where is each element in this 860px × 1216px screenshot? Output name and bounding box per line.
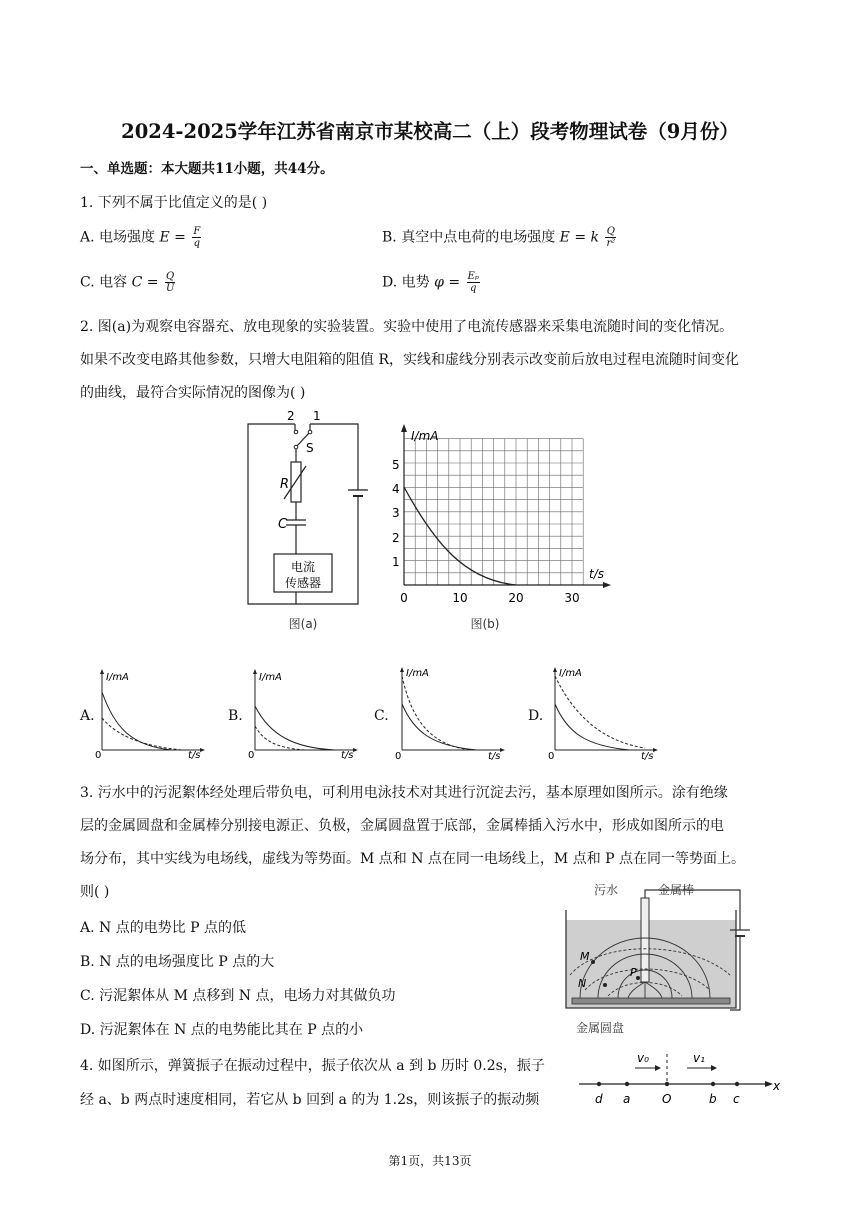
label-n: N xyxy=(578,977,587,990)
q3-line-4: 则( ) xyxy=(80,884,110,900)
label-x: x xyxy=(773,1079,781,1093)
label-d: d xyxy=(595,1092,603,1106)
label-o: O xyxy=(662,1092,672,1106)
q1-option-d-fraction: $\frac{\text{Eₚ}}{q}$ xyxy=(467,271,479,294)
x-tick-30: 30 xyxy=(564,591,580,605)
q1-option-a-fraction: $\frac{F}{q}$ xyxy=(193,226,201,249)
q1-option-b-fraction: $\frac{Q}{\text{r²}}$ xyxy=(606,226,616,249)
q3-line-1: 3. 污水中的污泥絮体经处理后带负电，可利用电泳技术对其进行沉淀去污，基本原理如图所示。涂有绝缘 xyxy=(80,785,728,801)
discharge-graph xyxy=(375,422,620,640)
opt-c-ylabel: I/mA xyxy=(406,668,429,679)
q4-line-1: 4. 如图所示，弹簧振子在振动过程中，振子依次从 a 到 b 历时 0.2s，振子 xyxy=(80,1058,545,1074)
label-v1: v₁ xyxy=(693,1051,705,1065)
opt-b-xlabel: t/s xyxy=(341,750,354,761)
q1-option-b-text: B. 真空中点电荷的电场强度 xyxy=(382,229,556,246)
opt-d-ylabel: I/mA xyxy=(559,668,582,679)
label-water: 污水 xyxy=(594,883,619,897)
q2-option-d-graph[interactable] xyxy=(545,662,665,762)
label-m: M xyxy=(580,950,590,963)
y-tick-2: 2 xyxy=(392,531,400,545)
q1-option-c-fraction: $\frac{Q}{U}$ xyxy=(165,271,175,294)
opt-b-origin: 0 xyxy=(248,750,255,761)
sensor-label-1: 电流 xyxy=(290,560,316,574)
q2-option-c-graph[interactable] xyxy=(392,662,512,762)
label-a: a xyxy=(623,1092,631,1106)
y-tick-3: 3 xyxy=(392,506,400,520)
q3-option-c[interactable]: C. 污泥絮体从 M 点移到 N 点，电场力对其做负功 xyxy=(80,988,396,1004)
q1-option-a-text: A. 电场强度 xyxy=(80,229,156,246)
q1-option-d-lhs: φ = xyxy=(434,274,461,291)
label-b: b xyxy=(709,1092,717,1106)
q2-option-c-label[interactable]: C. xyxy=(374,708,389,724)
electrophoresis-figure xyxy=(560,880,760,1050)
graph-xlabel: t/s xyxy=(589,567,604,581)
q2-line-2: 如果不改变电路其他参数，只增大电阻箱的阻值 R，实线和虚线分别表示改变前后放电过程电流随时间变化 xyxy=(80,352,739,368)
q2-line-3: 的曲线，最符合实际情况的图像为( ) xyxy=(80,385,306,401)
label-c: c xyxy=(733,1092,740,1106)
q2-option-b-label[interactable]: B. xyxy=(228,708,243,724)
opt-a-ylabel: I/mA xyxy=(106,672,129,683)
opt-c-xlabel: t/s xyxy=(488,751,501,762)
y-tick-4: 4 xyxy=(392,482,400,496)
q1-option-b[interactable] xyxy=(382,226,618,249)
resistor-label: R xyxy=(280,477,290,492)
opt-d-origin: 0 xyxy=(548,751,555,762)
page-title: 2024-2025学年江苏省南京市某校高二（上）段考物理试卷（9月份） xyxy=(121,120,739,143)
label-disk: 金属圆盘 xyxy=(576,1021,625,1035)
q2-option-a-label[interactable]: A. xyxy=(80,708,95,724)
q1-option-c-text: C. 电容 xyxy=(80,274,128,291)
y-tick-1: 1 xyxy=(392,555,400,569)
q2-option-d-label[interactable]: D. xyxy=(528,708,544,724)
q3-option-b[interactable]: B. N 点的电场强度比 P 点的大 xyxy=(80,954,275,970)
opt-a-origin: 0 xyxy=(95,750,102,761)
q1-option-b-lhs: E = k xyxy=(559,229,599,246)
q2-line-1: 2. 图(a)为观察电容器充、放电现象的实验装置。实验中使用了电流传感器来采集电流随时间的变化情况。 xyxy=(80,319,734,335)
q1-stem: 1. 下列不属于比值定义的是( ) xyxy=(80,195,268,211)
x-tick-10: 10 xyxy=(452,591,468,605)
y-tick-5: 5 xyxy=(392,458,400,472)
x-tick-0: 0 xyxy=(400,591,408,605)
page-footer: 第1页，共13页 xyxy=(388,1154,472,1168)
switch-pos-1: 1 xyxy=(313,409,321,423)
q1-option-c[interactable] xyxy=(80,271,177,294)
spring-oscillator-figure xyxy=(575,1048,785,1110)
q1-option-d[interactable] xyxy=(382,271,482,294)
sensor-label-2: 传感器 xyxy=(284,576,322,590)
q3-option-d[interactable]: D. 污泥絮体在 N 点的电势能比其在 P 点的小 xyxy=(80,1022,364,1038)
label-p: P xyxy=(630,966,637,979)
opt-a-xlabel: t/s xyxy=(188,750,201,761)
label-v0: v₀ xyxy=(637,1051,649,1065)
q4-line-2: 经 a、b 两点时速度相同，若它从 b 回到 a 的为 1.2s，则该振子的振动频 xyxy=(80,1092,540,1108)
label-rod: 金属棒 xyxy=(658,883,695,897)
q3-line-2: 层的金属圆盘和金属棒分别接电源正、负极，金属圆盘置于底部，金属棒插入污水中，形成如图所示的电 xyxy=(80,818,724,834)
figure-b-caption: 图(b) xyxy=(470,617,500,631)
q2-option-b-graph[interactable] xyxy=(245,666,365,762)
opt-c-origin: 0 xyxy=(395,751,402,762)
q1-option-c-lhs: C = xyxy=(131,274,159,291)
x-tick-20: 20 xyxy=(508,591,524,605)
capacitor-label: C xyxy=(278,517,288,532)
q1-option-d-text: D. 电势 xyxy=(382,274,430,291)
q1-option-a-lhs: E = xyxy=(159,229,186,246)
switch-pos-2: 2 xyxy=(287,409,295,423)
graph-ylabel: I/mA xyxy=(411,429,439,443)
switch-label: S xyxy=(306,441,314,455)
q3-line-3: 场分布，其中实线为电场线，虚线为等势面。M 点和 N 点在同一电场线上，M 点和 P 点在同一等势面上。 xyxy=(80,851,746,867)
opt-b-ylabel: I/mA xyxy=(259,672,282,683)
q2-option-a-graph[interactable] xyxy=(92,666,212,762)
section-heading: 一、单选题：本大题共11小题，共44分。 xyxy=(80,161,334,177)
q3-option-a[interactable]: A. N 点的电势比 P 点的低 xyxy=(80,920,247,936)
figure-a-caption: 图(a) xyxy=(288,617,318,631)
q1-option-a[interactable] xyxy=(80,226,203,249)
circuit-diagram xyxy=(240,404,370,640)
opt-d-xlabel: t/s xyxy=(641,751,654,762)
